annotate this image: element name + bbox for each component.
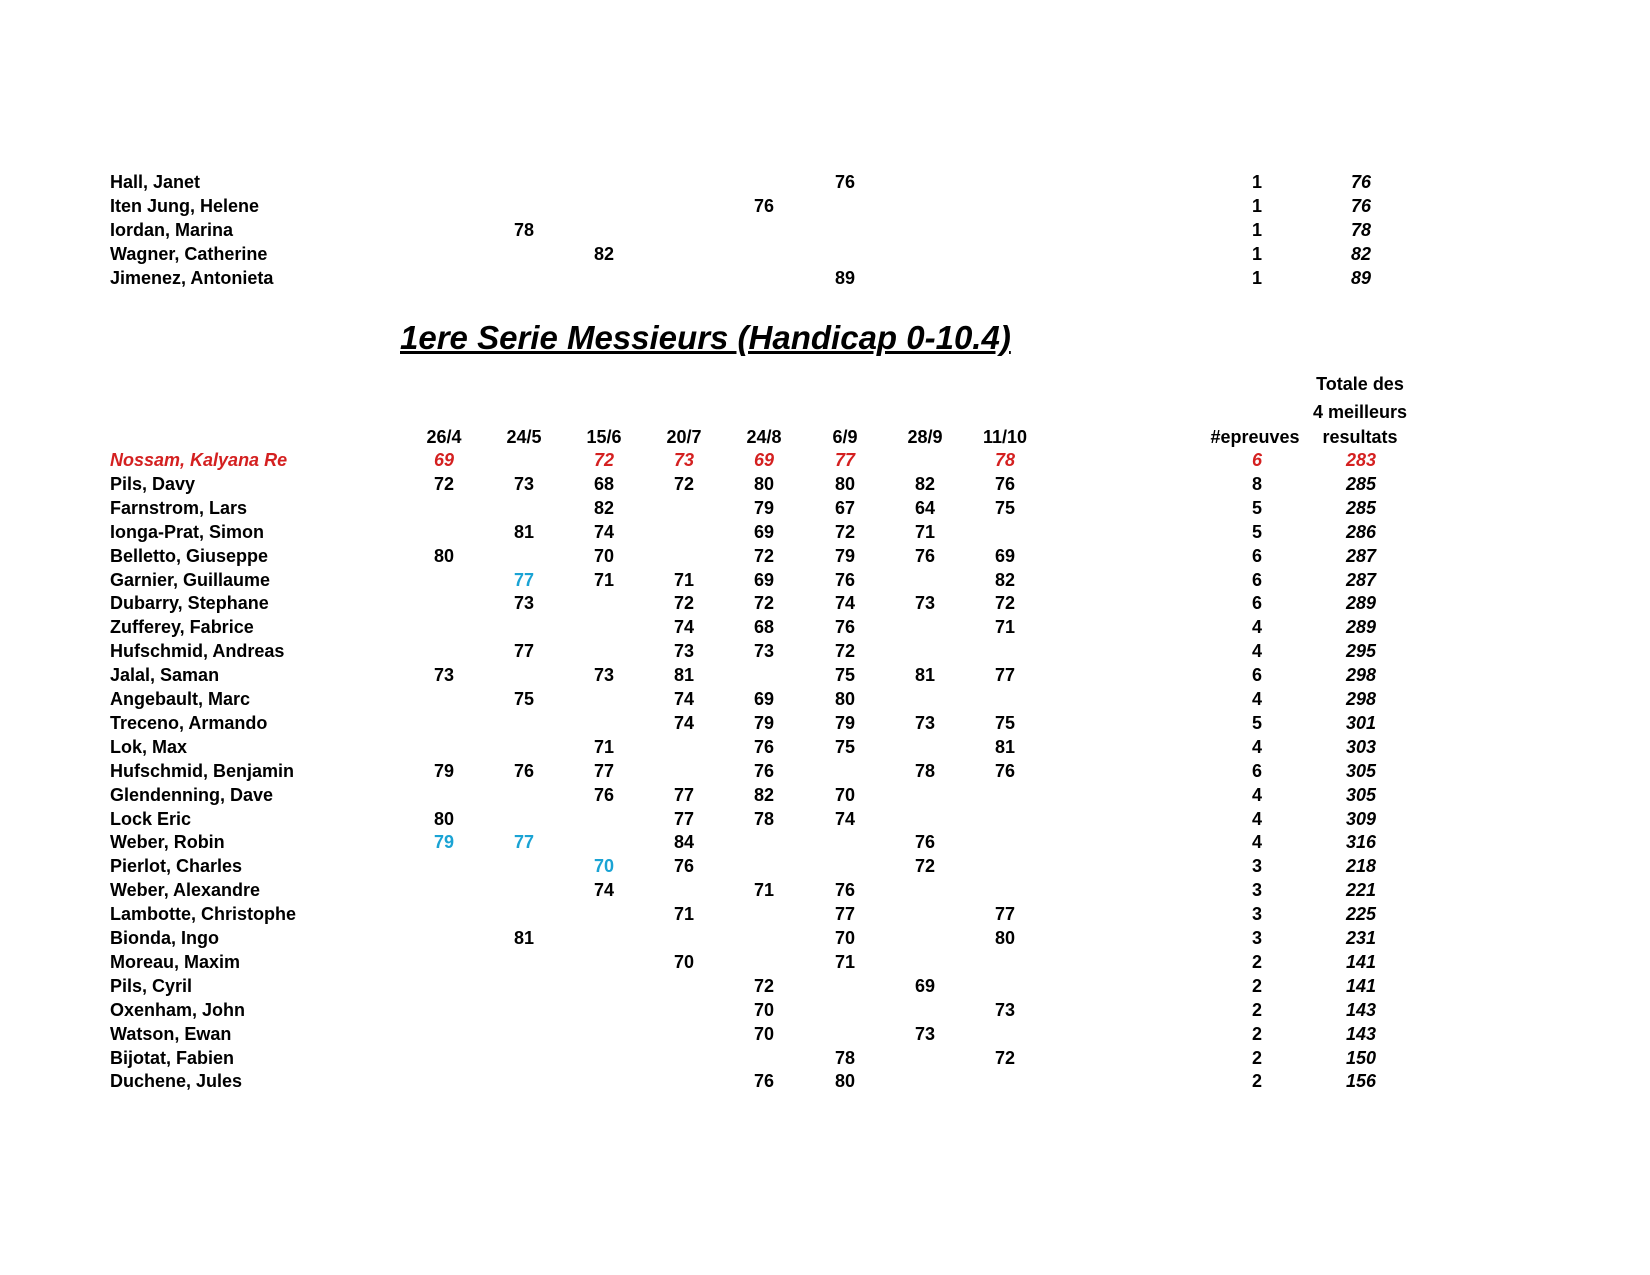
score-cell: 69 xyxy=(914,975,936,996)
best-four-total: 143 xyxy=(1345,999,1377,1020)
score-cell: 72 xyxy=(673,473,695,494)
score-cell: 78 xyxy=(994,450,1016,470)
best-four-total: 305 xyxy=(1345,760,1377,781)
best-four-total: 82 xyxy=(1350,244,1372,264)
score-cell: 77 xyxy=(513,569,535,590)
score-cell: 82 xyxy=(593,244,615,264)
score-cell: 71 xyxy=(753,880,775,901)
table-row xyxy=(0,759,1650,783)
score-cell: 70 xyxy=(593,545,615,566)
score-cell: 74 xyxy=(673,689,695,709)
score-cell: 76 xyxy=(753,196,775,216)
date-header: 28/9 xyxy=(907,427,943,447)
score-cell: 74 xyxy=(593,521,615,542)
score-cell: 84 xyxy=(673,832,695,853)
score-cell: 71 xyxy=(834,951,856,972)
score-cell: 64 xyxy=(914,497,936,518)
event-count: 6 xyxy=(1251,665,1262,686)
player-name: Lambotte, Christophe xyxy=(110,904,297,925)
event-count: 1 xyxy=(1251,196,1262,216)
score-cell: 75 xyxy=(994,497,1016,518)
score-cell: 74 xyxy=(673,617,695,638)
player-name: Lok, Max xyxy=(110,736,188,757)
score-cell: 73 xyxy=(914,593,936,614)
score-cell: 70 xyxy=(834,784,856,805)
score-cell: 73 xyxy=(673,641,695,662)
score-cell: 72 xyxy=(593,450,615,470)
player-name: Weber, Alexandre xyxy=(110,880,261,901)
player-name: Angebault, Marc xyxy=(110,689,251,709)
score-cell: 74 xyxy=(834,808,856,829)
event-count: 2 xyxy=(1251,999,1262,1020)
player-name: Pils, Davy xyxy=(110,473,196,494)
score-cell: 77 xyxy=(834,904,856,925)
player-name: Jimenez, Antonieta xyxy=(110,268,274,288)
event-count: 4 xyxy=(1251,832,1262,853)
score-cell: 77 xyxy=(994,904,1016,925)
score-cell: 71 xyxy=(914,521,936,542)
score-cell: 67 xyxy=(834,497,856,518)
score-cell: 81 xyxy=(994,736,1016,757)
score-cell: 80 xyxy=(433,545,455,566)
best-four-total: 283 xyxy=(1345,450,1377,470)
score-cell: 76 xyxy=(834,569,856,590)
date-header: 24/5 xyxy=(506,427,542,447)
score-cell: 69 xyxy=(433,450,455,470)
date-header: 24/8 xyxy=(746,427,782,447)
score-cell: 76 xyxy=(914,545,936,566)
player-name: Belletto, Giuseppe xyxy=(110,545,269,566)
event-count: 4 xyxy=(1251,808,1262,829)
score-cell: 73 xyxy=(673,450,695,470)
table-row xyxy=(0,266,1650,290)
score-cell: 71 xyxy=(593,569,615,590)
table-row xyxy=(0,194,1650,218)
event-count: 4 xyxy=(1251,736,1262,757)
event-count: 6 xyxy=(1251,593,1262,614)
score-cell: 72 xyxy=(753,593,775,614)
score-cell: 78 xyxy=(914,760,936,781)
score-cell: 79 xyxy=(834,545,856,566)
event-count: 4 xyxy=(1251,689,1262,709)
score-cell: 73 xyxy=(513,473,535,494)
best-four-total: 156 xyxy=(1345,1071,1377,1092)
event-count: 5 xyxy=(1251,712,1262,733)
score-cell: 77 xyxy=(673,784,695,805)
event-count: 3 xyxy=(1251,928,1262,948)
best-four-total: 76 xyxy=(1350,172,1372,192)
event-count: 3 xyxy=(1251,904,1262,925)
score-cell: 76 xyxy=(834,617,856,638)
best-four-total: 141 xyxy=(1345,951,1377,972)
score-cell: 76 xyxy=(513,760,535,781)
table-row xyxy=(0,950,1650,974)
best-four-total: 218 xyxy=(1345,856,1377,877)
event-count: 2 xyxy=(1251,975,1262,996)
score-cell: 73 xyxy=(914,1023,936,1044)
score-cell: 89 xyxy=(834,268,856,288)
player-name: Hufschmid, Benjamin xyxy=(110,760,295,781)
score-cell: 77 xyxy=(593,760,615,781)
score-cell: 81 xyxy=(914,665,936,686)
best-four-total: 225 xyxy=(1345,904,1377,925)
score-cell: 73 xyxy=(914,712,936,733)
score-cell: 70 xyxy=(753,999,775,1020)
date-header: 20/7 xyxy=(666,427,702,447)
score-cell: 73 xyxy=(433,665,455,686)
best-four-total: 287 xyxy=(1345,569,1377,590)
score-cell: 81 xyxy=(513,928,535,948)
player-name: Garnier, Guillaume xyxy=(110,569,271,590)
score-cell: 81 xyxy=(513,521,535,542)
event-count: 4 xyxy=(1251,617,1262,638)
score-cell: 74 xyxy=(673,712,695,733)
table-row xyxy=(0,711,1650,735)
event-count: 2 xyxy=(1251,1023,1262,1044)
table-row xyxy=(0,807,1650,831)
event-count: 6 xyxy=(1251,569,1262,590)
event-count: 5 xyxy=(1251,521,1262,542)
score-cell: 82 xyxy=(914,473,936,494)
player-name: Hufschmid, Andreas xyxy=(110,641,285,662)
score-cell: 76 xyxy=(753,736,775,757)
score-cell: 70 xyxy=(834,928,856,948)
score-cell: 79 xyxy=(834,712,856,733)
best-four-total: 289 xyxy=(1345,617,1377,638)
score-cell: 76 xyxy=(753,760,775,781)
score-cell: 77 xyxy=(994,665,1016,686)
score-cell: 72 xyxy=(914,856,936,877)
player-name: Oxenham, John xyxy=(110,999,246,1020)
best-four-total: 298 xyxy=(1345,665,1377,686)
table-row xyxy=(0,783,1650,807)
total-header-line-2: 4 meilleurs xyxy=(1312,402,1408,422)
score-cell: 76 xyxy=(753,1071,775,1092)
best-four-total: 303 xyxy=(1345,736,1377,757)
best-four-total: 143 xyxy=(1345,1023,1377,1044)
player-name: Moreau, Maxim xyxy=(110,951,241,972)
best-four-total: 150 xyxy=(1345,1047,1377,1068)
table-row xyxy=(0,448,1650,472)
best-four-total: 305 xyxy=(1345,784,1377,805)
table-row xyxy=(0,854,1650,878)
event-count: 1 xyxy=(1251,220,1262,240)
score-cell: 72 xyxy=(753,545,775,566)
player-name: Farnstrom, Lars xyxy=(110,497,248,518)
player-name: Lock Eric xyxy=(110,808,192,829)
score-cell: 72 xyxy=(753,975,775,996)
score-cell: 74 xyxy=(834,593,856,614)
best-four-total: 285 xyxy=(1345,473,1377,494)
best-four-total: 76 xyxy=(1350,196,1372,216)
score-cell: 79 xyxy=(753,712,775,733)
best-four-total: 89 xyxy=(1350,268,1372,288)
best-four-total: 287 xyxy=(1345,545,1377,566)
score-cell: 75 xyxy=(513,689,535,709)
score-cell: 71 xyxy=(673,569,695,590)
score-cell: 77 xyxy=(834,450,856,470)
score-cell: 73 xyxy=(513,593,535,614)
score-cell: 79 xyxy=(433,832,455,853)
date-header: 26/4 xyxy=(426,427,462,447)
player-name: Bionda, Ingo xyxy=(110,928,219,948)
player-name: Hall, Janet xyxy=(110,172,201,192)
table-row xyxy=(0,615,1650,639)
score-cell: 78 xyxy=(513,220,535,240)
score-cell: 72 xyxy=(433,473,455,494)
score-cell: 69 xyxy=(753,569,775,590)
best-four-total: 295 xyxy=(1345,641,1377,662)
score-cell: 77 xyxy=(673,808,695,829)
best-four-total: 316 xyxy=(1345,832,1377,853)
score-cell: 75 xyxy=(834,665,856,686)
score-cell: 73 xyxy=(753,641,775,662)
best-four-total: 231 xyxy=(1345,928,1377,948)
table-row xyxy=(0,1069,1650,1093)
player-name: Weber, Robin xyxy=(110,832,225,853)
player-name: Duchene, Jules xyxy=(110,1071,243,1092)
score-cell: 76 xyxy=(994,760,1016,781)
date-header: 11/10 xyxy=(982,427,1028,447)
best-four-total: 301 xyxy=(1345,712,1377,733)
table-row xyxy=(0,242,1650,266)
event-count: 6 xyxy=(1251,545,1262,566)
best-four-total: 141 xyxy=(1345,975,1377,996)
event-count: 2 xyxy=(1251,1071,1262,1092)
date-header: 15/6 xyxy=(586,427,622,447)
table-row xyxy=(0,687,1650,711)
section-title: 1ere Serie Messieurs (Handicap 0-10.4) xyxy=(400,319,1011,356)
score-cell: 72 xyxy=(994,1047,1016,1068)
score-cell: 69 xyxy=(753,450,775,470)
score-cell: 77 xyxy=(513,832,535,853)
table-row xyxy=(0,1022,1650,1046)
score-cell: 71 xyxy=(994,617,1016,638)
player-name: Wagner, Catherine xyxy=(110,244,268,264)
player-name: Glendenning, Dave xyxy=(110,784,274,805)
score-cell: 70 xyxy=(753,1023,775,1044)
score-cell: 72 xyxy=(834,641,856,662)
event-count: 4 xyxy=(1251,641,1262,662)
best-four-total: 286 xyxy=(1345,521,1377,542)
table-row xyxy=(0,663,1650,687)
event-count: 2 xyxy=(1251,1047,1262,1068)
score-cell: 78 xyxy=(753,808,775,829)
score-cell: 76 xyxy=(834,172,856,192)
player-name: Treceno, Armando xyxy=(110,712,268,733)
table-row xyxy=(0,568,1650,592)
best-four-total: 221 xyxy=(1345,880,1377,901)
score-cell: 69 xyxy=(753,521,775,542)
table-row xyxy=(0,998,1650,1022)
best-four-total: 298 xyxy=(1345,689,1377,709)
event-count: 5 xyxy=(1251,497,1262,518)
score-cell: 79 xyxy=(753,497,775,518)
score-cell: 76 xyxy=(834,880,856,901)
score-cell: 80 xyxy=(433,808,455,829)
score-cell: 80 xyxy=(834,689,856,709)
best-four-total: 289 xyxy=(1345,593,1377,614)
player-name: Pils, Cyril xyxy=(110,975,193,996)
score-cell: 76 xyxy=(914,832,936,853)
table-row xyxy=(0,520,1650,544)
score-cell: 70 xyxy=(673,951,695,972)
score-cell: 73 xyxy=(994,999,1016,1020)
score-cell: 69 xyxy=(753,689,775,709)
event-count: 8 xyxy=(1251,473,1262,494)
event-count: 1 xyxy=(1251,268,1262,288)
score-cell: 72 xyxy=(994,593,1016,614)
score-cell: 73 xyxy=(593,665,615,686)
table-row xyxy=(0,1046,1650,1070)
event-count: 1 xyxy=(1251,172,1262,192)
player-name: Iordan, Marina xyxy=(110,220,234,240)
table-row xyxy=(0,902,1650,926)
event-count: 3 xyxy=(1251,880,1262,901)
table-row xyxy=(0,544,1650,568)
score-cell: 72 xyxy=(834,521,856,542)
score-cell: 76 xyxy=(673,856,695,877)
score-cell: 79 xyxy=(433,760,455,781)
best-four-total: 285 xyxy=(1345,497,1377,518)
score-cell: 71 xyxy=(673,904,695,925)
event-count: 6 xyxy=(1251,760,1262,781)
player-name: Pierlot, Charles xyxy=(110,856,243,877)
score-cell: 77 xyxy=(513,641,535,662)
score-cell: 81 xyxy=(673,665,695,686)
date-header: 6/9 xyxy=(832,427,858,447)
score-cell: 76 xyxy=(593,784,615,805)
player-name: Watson, Ewan xyxy=(110,1023,232,1044)
score-cell: 76 xyxy=(994,473,1016,494)
table-row xyxy=(0,735,1650,759)
event-count: 4 xyxy=(1251,784,1262,805)
player-name: Dubarry, Stephane xyxy=(110,593,269,614)
event-count: 6 xyxy=(1251,450,1262,470)
score-cell: 80 xyxy=(834,473,856,494)
table-row xyxy=(0,639,1650,663)
best-four-total: 309 xyxy=(1345,808,1377,829)
event-count: 3 xyxy=(1251,856,1262,877)
table-row xyxy=(0,472,1650,496)
score-cell: 80 xyxy=(994,928,1016,948)
score-cell: 68 xyxy=(593,473,615,494)
table-row xyxy=(0,974,1650,998)
score-cell: 72 xyxy=(673,593,695,614)
score-cell: 78 xyxy=(834,1047,856,1068)
table-row xyxy=(0,591,1650,615)
best-four-total: 78 xyxy=(1350,220,1372,240)
score-cell: 82 xyxy=(994,569,1016,590)
player-name: Zufferey, Fabrice xyxy=(110,617,254,638)
score-cell: 82 xyxy=(593,497,615,518)
table-row xyxy=(0,926,1650,950)
score-cell: 82 xyxy=(753,784,775,805)
event-count: 2 xyxy=(1251,951,1262,972)
table-row xyxy=(0,830,1650,854)
score-cell: 71 xyxy=(593,736,615,757)
score-cell: 74 xyxy=(593,880,615,901)
event-count: 1 xyxy=(1251,244,1262,264)
score-cell: 69 xyxy=(994,545,1016,566)
score-cell: 75 xyxy=(834,736,856,757)
count-header: #epreuves xyxy=(1210,427,1300,447)
table-row xyxy=(0,218,1650,242)
score-cell: 70 xyxy=(593,856,615,877)
total-header-line-1: Totale des xyxy=(1316,374,1404,394)
player-name: Bijotat, Fabien xyxy=(110,1047,235,1068)
player-name: Nossam, Kalyana Re xyxy=(110,450,288,470)
player-name: Ionga-Prat, Simon xyxy=(110,521,265,542)
table-row xyxy=(0,170,1650,194)
score-cell: 75 xyxy=(994,712,1016,733)
table-row xyxy=(0,878,1650,902)
total-header-line-3: resultats xyxy=(1322,427,1398,447)
score-cell: 80 xyxy=(834,1071,856,1092)
score-cell: 80 xyxy=(753,473,775,494)
table-row xyxy=(0,496,1650,520)
player-name: Jalal, Saman xyxy=(110,665,220,686)
player-name: Iten Jung, Helene xyxy=(110,196,260,216)
score-cell: 68 xyxy=(753,617,775,638)
